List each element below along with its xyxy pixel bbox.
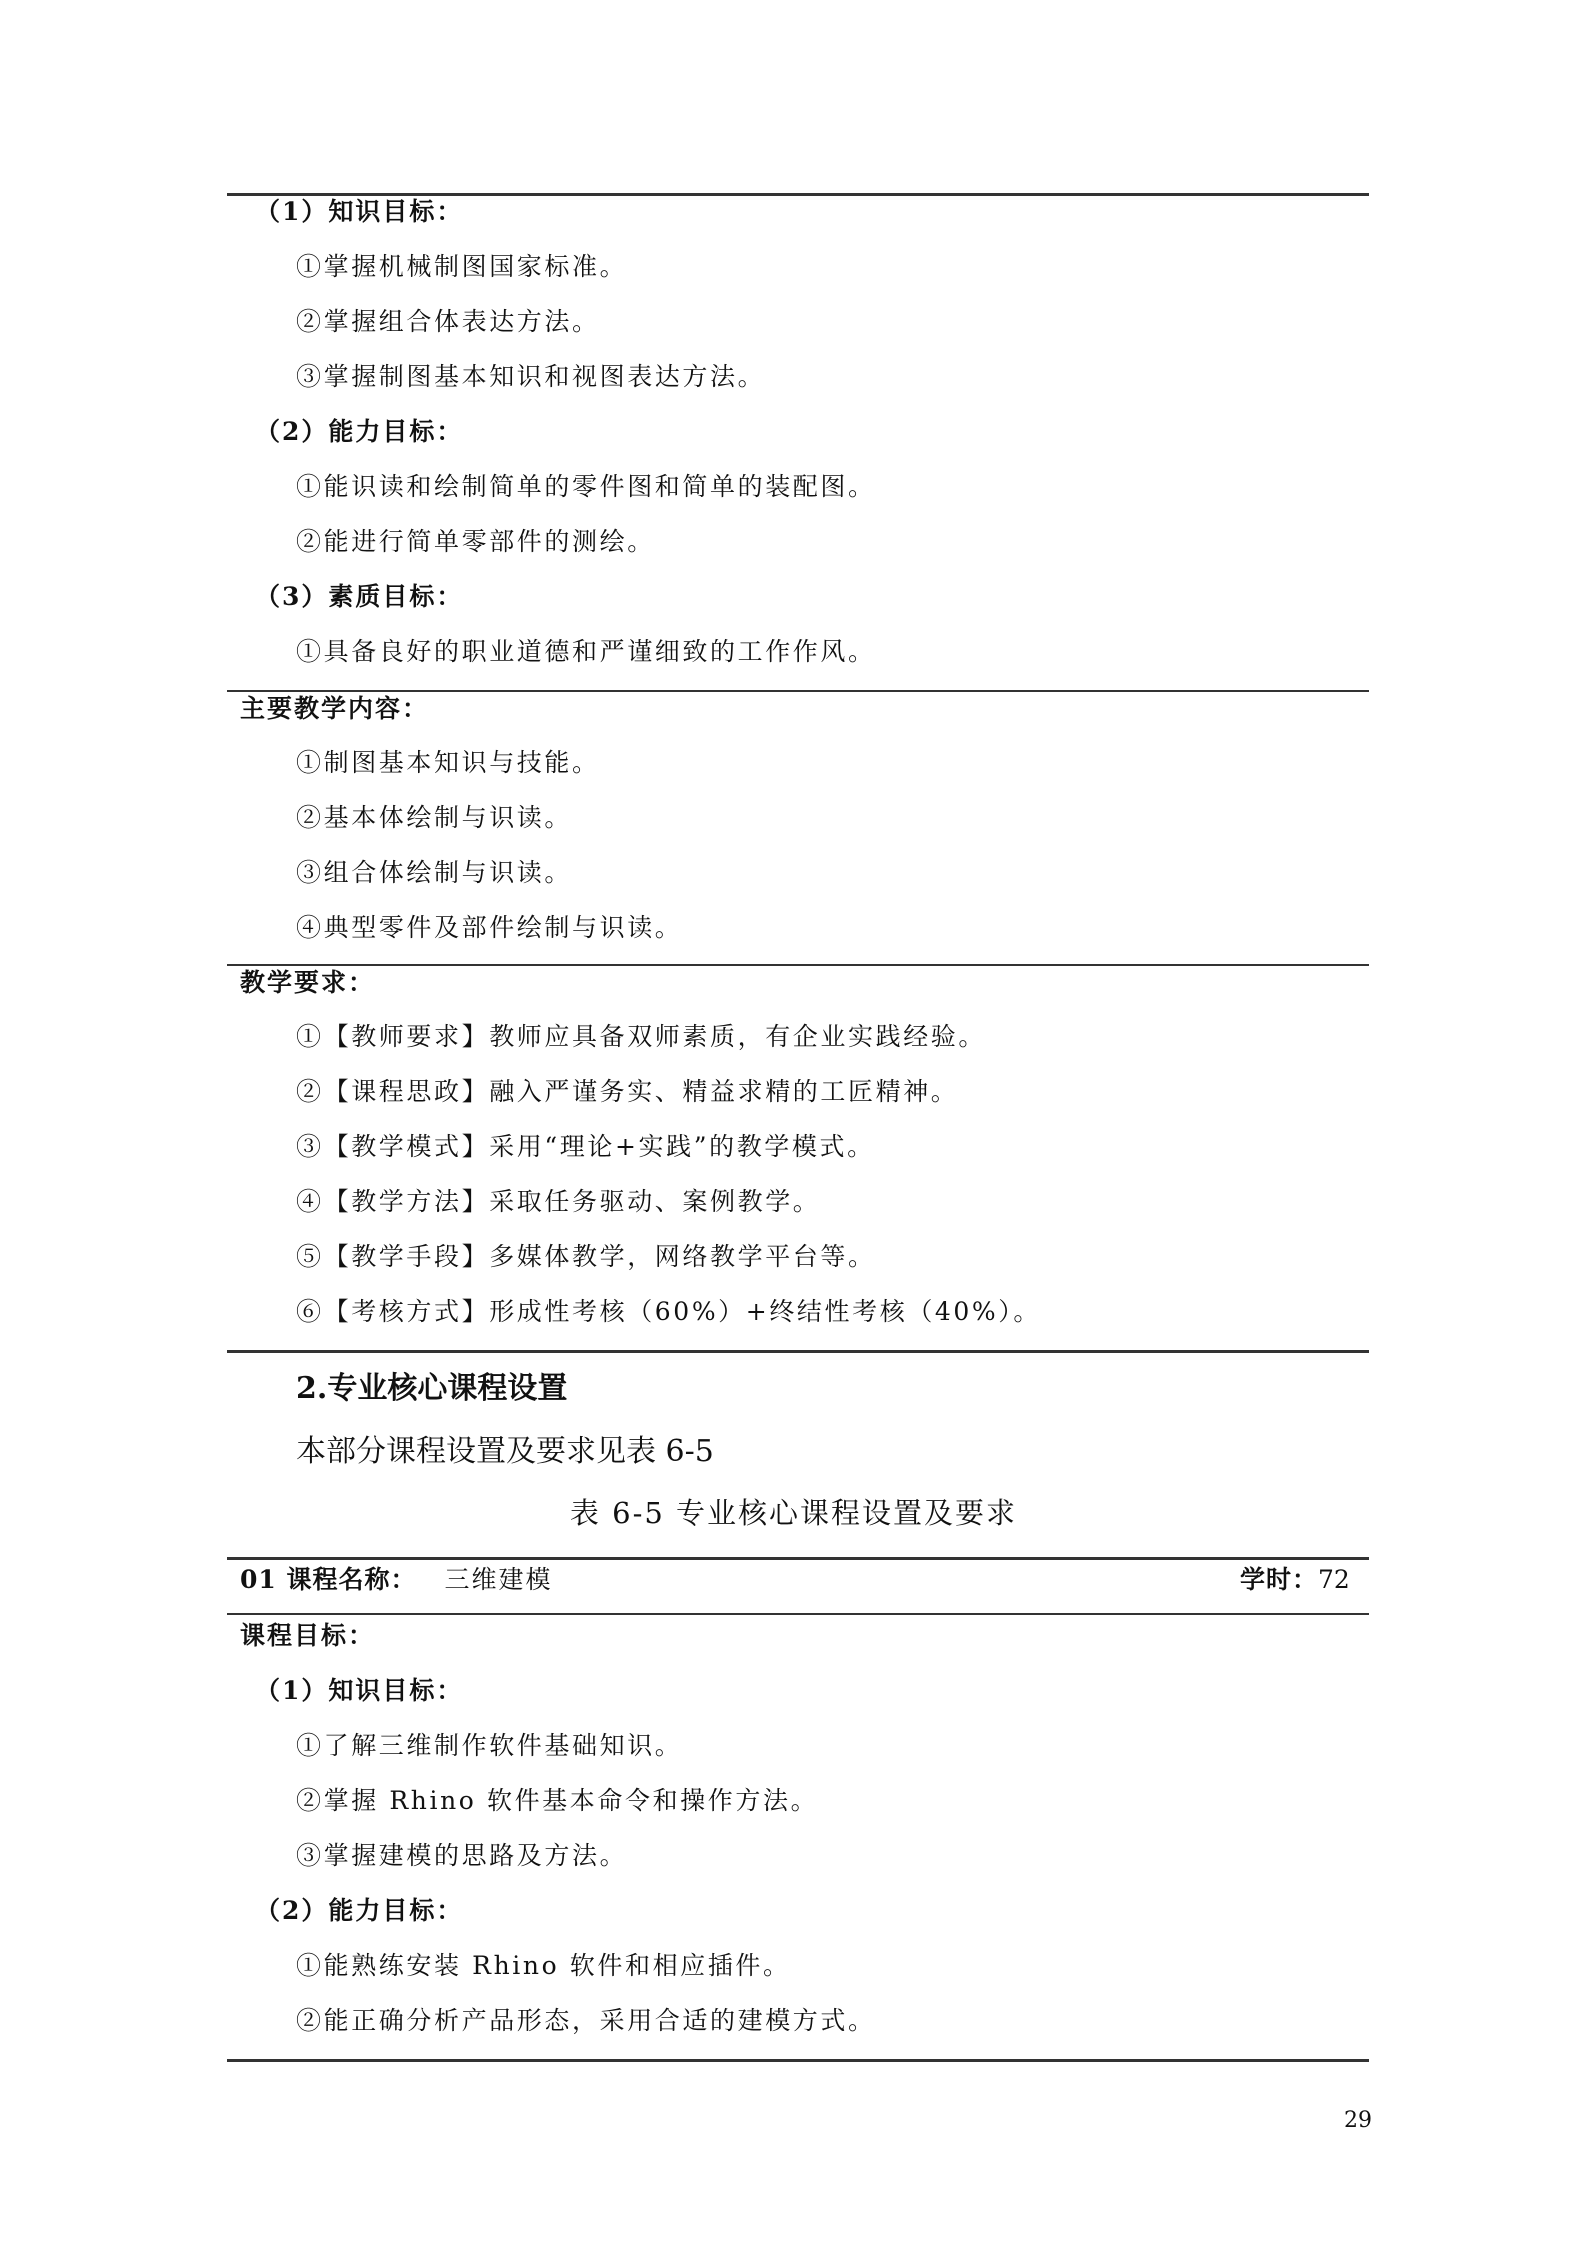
ability-goals-heading: （2）能力目标： — [255, 1896, 464, 1925]
list-item: ⑤【教学手段】多媒体教学，网络教学平台等。 — [296, 1242, 876, 1271]
list-item: ⑥【考核方式】形成性考核（60%）+终结性考核（40%）。 — [296, 1297, 1041, 1326]
course-hours — [1240, 1565, 1350, 1595]
knowledge-goals-heading: （1）知识目标： — [255, 1676, 464, 1705]
quality-goals-heading: （3）素质目标： — [255, 582, 464, 611]
section-intro: 本部分课程设置及要求见表 6-5 — [296, 1434, 714, 1469]
list-item: ①【教师要求】教师应具备双师素质，有企业实践经验。 — [296, 1022, 987, 1051]
list-item: ②能进行简单零部件的测绘。 — [296, 527, 655, 556]
list-item: ①能熟练安装 Rhino 软件和相应插件。 — [296, 1951, 791, 1980]
course-name-row — [240, 1565, 553, 1595]
list-item: ①具备良好的职业道德和严谨细致的工作作风。 — [296, 637, 876, 666]
list-item: ③掌握建模的思路及方法。 — [296, 1841, 628, 1870]
table-bottom-rule — [227, 2059, 1369, 2062]
ability-goals-heading: （2）能力目标： — [255, 417, 464, 446]
list-item: ③掌握制图基本知识和视图表达方法。 — [296, 362, 766, 391]
table-caption: 表 6-5 专业核心课程设置及要求 — [569, 1496, 1018, 1530]
list-item: ③【教学模式】采用“理论+实践”的教学模式。 — [296, 1132, 875, 1161]
list-item: ②基本体绘制与识读。 — [296, 803, 573, 832]
table-top-rule — [227, 193, 1369, 196]
list-item: ②【课程思政】融入严谨务实、精益求精的工匠精神。 — [296, 1077, 959, 1106]
course-hours-label: 学时： — [1240, 1565, 1319, 1594]
course-hours-value: 72 — [1318, 1565, 1350, 1594]
list-item: ③组合体绘制与识读。 — [296, 858, 573, 887]
section-title: 2.专业核心课程设置 — [296, 1371, 568, 1406]
list-item: ①能识读和绘制简单的零件图和简单的装配图。 — [296, 472, 876, 501]
row-divider — [227, 1613, 1369, 1615]
list-item: ①了解三维制作软件基础知识。 — [296, 1731, 683, 1760]
table-bottom-rule — [227, 1350, 1369, 1353]
course-name-label: 01 课程名称： — [240, 1565, 417, 1594]
row-divider — [227, 964, 1369, 966]
table-top-rule — [227, 1557, 1369, 1560]
course-goals-heading: 课程目标： — [240, 1621, 376, 1650]
list-item: ②掌握 Rhino 软件基本命令和操作方法。 — [296, 1786, 819, 1815]
list-item: ④典型零件及部件绘制与识读。 — [296, 913, 683, 942]
knowledge-goals-heading: （1）知识目标： — [255, 197, 464, 226]
list-item: ①掌握机械制图国家标准。 — [296, 252, 628, 281]
list-item: ①制图基本知识与技能。 — [296, 748, 600, 777]
page-number: 29 — [1344, 2108, 1372, 2133]
course-name-value: 三维建模 — [444, 1565, 553, 1594]
row-divider — [227, 690, 1369, 692]
teaching-content-heading: 主要教学内容： — [240, 694, 430, 723]
list-item: ②掌握组合体表达方法。 — [296, 307, 600, 336]
teaching-requirements-heading: 教学要求： — [240, 968, 376, 997]
list-item: ④【教学方法】采取任务驱动、案例教学。 — [296, 1187, 821, 1216]
list-item: ②能正确分析产品形态，采用合适的建模方式。 — [296, 2006, 876, 2035]
